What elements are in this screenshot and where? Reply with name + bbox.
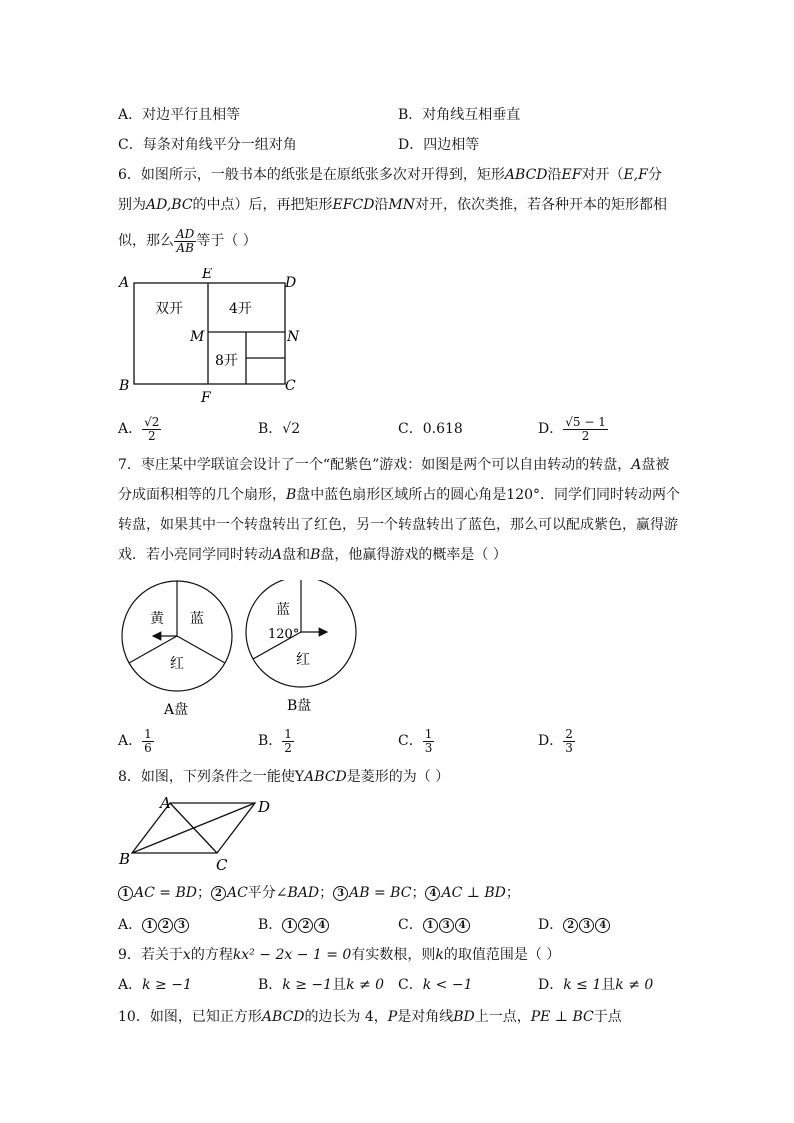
q10-line-1 [118, 1008, 622, 1026]
text: 的方程 [190, 947, 233, 963]
circled-number: 2 [298, 918, 313, 933]
q9-option-c [398, 976, 472, 994]
disk-b-red-label: 红 [296, 652, 310, 668]
q7-line-3 [118, 516, 678, 534]
text: 等于（ ） [196, 233, 257, 249]
text: ．同学们同时转动两个 [540, 487, 681, 503]
text: 上一点， [474, 1009, 531, 1025]
q9-option-a [118, 976, 192, 994]
q7-option-c [398, 726, 434, 756]
fraction [282, 728, 294, 755]
math-var: E,F [623, 167, 648, 183]
q5-option-a [118, 106, 240, 124]
option-letter: B． [258, 733, 283, 749]
circled-number: 2 [158, 918, 173, 933]
circled-number: 4 [595, 918, 610, 933]
label-bakai: 8开 [215, 353, 238, 369]
condition-3: AB = BC [349, 885, 412, 901]
label-f: F [201, 390, 211, 406]
option-value: √2 [282, 421, 301, 437]
circled-number-3: 3 [333, 886, 348, 901]
label-a: A [119, 275, 130, 291]
option-letter: C． [398, 977, 423, 993]
q5-option-b [398, 106, 520, 124]
q8-option-b [258, 916, 330, 934]
text: 是对角线 [397, 1009, 454, 1025]
label-b: B [119, 378, 130, 394]
math-var: AC [226, 885, 248, 901]
label-c: C [216, 856, 228, 874]
q7-line-1 [118, 456, 669, 474]
math-var: PE ⊥ BC [530, 1009, 594, 1025]
fraction [563, 416, 608, 443]
q6-option-c [398, 420, 463, 438]
label-c: C [285, 378, 296, 394]
fraction-ad-ab [174, 228, 196, 255]
math-var: EF [561, 167, 582, 183]
circled-number: 3 [439, 918, 454, 933]
fraction [563, 728, 575, 755]
circled-number: 1 [423, 918, 438, 933]
option-letter: D． [538, 917, 564, 933]
numerator: 1 [144, 726, 152, 741]
disk-a-caption: A盘 [164, 702, 189, 718]
q8-option-c [398, 916, 471, 934]
option-value: k ≠ 0 [615, 977, 654, 993]
text: 戏．若小亮同学同时转动 [118, 547, 272, 563]
text: 似，那么 [118, 233, 174, 249]
text: 别为 [118, 197, 146, 213]
text: 盘和 [282, 547, 311, 563]
q9-option-b [258, 976, 384, 994]
q9-line-1 [118, 946, 560, 964]
q7-option-b [258, 726, 294, 756]
option-letter: B． [258, 421, 283, 437]
option-text: 每条对角线平分一组对角 [142, 137, 297, 153]
option-letter: C． [118, 137, 143, 153]
circled-number: 4 [314, 918, 329, 933]
option-letter: A． [118, 421, 143, 437]
label-a: A [160, 794, 171, 812]
parallelogram-symbol: Y [294, 769, 305, 785]
numerator: 1 [284, 726, 292, 741]
option-letter: C． [398, 733, 423, 749]
text: 的中点）后，再把矩形 [192, 197, 333, 213]
text: 8．如图，下列条件之一能使 [118, 769, 295, 785]
q8-conditions [118, 884, 520, 902]
text: 平分 [247, 885, 276, 901]
q7-spinner-figure [115, 580, 375, 720]
disk-b-caption: B盘 [287, 698, 312, 714]
q6-line-1 [118, 166, 662, 184]
label-shuangkai: 双开 [155, 301, 183, 317]
option-letter: A． [118, 733, 143, 749]
q6-line-3 [118, 226, 257, 256]
q7-option-a [118, 726, 154, 756]
text: 转盘，如果其中一个转盘转出了红色，另一个转盘转出了蓝色，那么可以配成紫色，赢得游 [118, 517, 678, 533]
circled-number: 3 [174, 918, 189, 933]
denominator: 2 [147, 428, 156, 443]
fraction [142, 728, 154, 755]
math-var: A [631, 457, 642, 473]
condition-4: AC ⊥ BD [441, 885, 506, 901]
math-var: EFCD [332, 197, 375, 213]
text: 7．枣庄某中学联谊会设计了一个“配紫色”游戏：如图是两个可以自由转动的转盘， [118, 457, 632, 473]
math-var: B [310, 547, 321, 563]
text: 沿 [547, 167, 562, 183]
text: 盘，他赢得游戏的概率是（ ） [320, 547, 507, 563]
q9-option-d [538, 976, 653, 994]
option-letter: C． [398, 917, 423, 933]
denominator: 6 [144, 740, 152, 755]
math-var: BD [453, 1009, 475, 1025]
q5-option-c [118, 136, 297, 154]
separator: ； [411, 885, 426, 901]
denominator: 2 [581, 428, 590, 443]
text: 分 [647, 167, 662, 183]
q6-option-a [118, 414, 161, 444]
text: 分成面积相等的几个扇形， [118, 487, 286, 503]
circled-number: 2 [563, 918, 578, 933]
circled-number: 1 [142, 918, 157, 933]
disk-b [246, 580, 356, 714]
separator: ； [196, 885, 211, 901]
text: 6．如图所示，一般书本的纸张是在原纸张多次对开得到，矩形 [118, 167, 505, 183]
math-var: ABCD [504, 167, 548, 183]
circled-number: 3 [579, 918, 594, 933]
rect-abcd [134, 283, 285, 384]
option-value: k ≥ −1 [282, 977, 333, 993]
option-text: 四边相等 [423, 137, 480, 153]
circled-number: 1 [282, 918, 297, 933]
math-var: ABCD [304, 769, 347, 785]
disk-b-angle-label: 120° [268, 627, 300, 642]
text: 有实数根，则 [351, 947, 436, 963]
denominator: 3 [424, 740, 433, 755]
q6-option-d [538, 414, 608, 444]
q6-line-2 [118, 196, 667, 214]
q6-option-b [258, 420, 300, 438]
numerator: √5 − 1 [565, 414, 606, 429]
math-var: A [272, 547, 283, 563]
equation: kx² − 2x − 1 = 0 [232, 947, 352, 963]
label-e: E [202, 268, 213, 282]
label-sikai: 4开 [229, 301, 252, 317]
numerator: AD [176, 226, 195, 241]
text: 9．若关于 [118, 947, 183, 963]
disk-a-yellow-label: 黄 [150, 611, 164, 627]
option-text: 对角线互相垂直 [422, 107, 521, 123]
option-value: 0.618 [422, 421, 463, 437]
circled-number-2: 2 [211, 886, 226, 901]
math-var: B [286, 487, 297, 503]
text: 沿 [374, 197, 389, 213]
q7-line-2 [118, 486, 680, 504]
disk-a [122, 581, 232, 718]
circled-number-4: 4 [425, 886, 440, 901]
option-letter: B． [258, 977, 283, 993]
circled-number-1: 1 [118, 886, 133, 901]
q7-line-4 [118, 546, 507, 564]
label-d: D [285, 275, 297, 291]
math-var: MN [388, 197, 416, 213]
disk-b-blue-label: 蓝 [276, 602, 290, 618]
disk-a-blue-label: 蓝 [190, 611, 204, 627]
math-var: AD,BC [146, 197, 193, 213]
text: 且 [332, 977, 347, 993]
q8-line-1 [118, 768, 449, 786]
text: 对开（ [581, 167, 624, 183]
option-value: k ≥ −1 [142, 977, 192, 993]
option-letter: B． [258, 917, 283, 933]
option-value: k < −1 [422, 977, 473, 993]
numerator: √2 [144, 414, 160, 429]
fraction [142, 416, 161, 443]
q6-rectangle-figure [110, 268, 310, 408]
disk-a-divider-3 [177, 636, 225, 663]
option-letter: D． [398, 137, 424, 153]
option-letter: A． [118, 107, 143, 123]
q8-parallelogram-figure [115, 792, 285, 874]
option-letter: C． [398, 421, 423, 437]
angle-value: 120° [506, 487, 541, 503]
condition-1: AC = BD [134, 885, 197, 901]
circled-number: 4 [455, 918, 470, 933]
option-value: k ≠ 0 [346, 977, 385, 993]
option-letter: D． [538, 977, 564, 993]
option-text: 对边平行且相等 [142, 107, 241, 123]
fraction [423, 728, 435, 755]
text: 是菱形的为（ ） [346, 769, 450, 785]
separator: ； [319, 885, 334, 901]
label-n: N [287, 329, 300, 345]
math-var: P [387, 1009, 398, 1025]
option-value: k ≤ 1 [563, 977, 602, 993]
text: 的边长为 4， [304, 1009, 388, 1025]
text: 且 [601, 977, 616, 993]
denominator: 3 [565, 740, 573, 755]
option-letter: D． [538, 421, 564, 437]
math-var: k [435, 947, 444, 963]
q5-option-d [398, 136, 479, 154]
option-letter: B． [398, 107, 423, 123]
label-d: D [258, 798, 271, 816]
math-var: ABCD [261, 1009, 305, 1025]
option-letter: A． [118, 917, 143, 933]
text: 盘中蓝色扇形区域所占的圆心角是 [296, 487, 507, 503]
text: 于点 [593, 1009, 622, 1025]
q7-option-d [538, 726, 575, 756]
option-letter: D． [538, 733, 564, 749]
denominator: AB [176, 240, 194, 255]
text: 的取值范围是（ ） [443, 947, 561, 963]
option-letter: A． [118, 977, 143, 993]
q8-option-d [538, 916, 611, 934]
label-b: B [119, 850, 131, 868]
label-m: M [190, 329, 205, 345]
q8-option-a [118, 916, 190, 934]
disk-a-red-label: 红 [170, 656, 184, 672]
text: 盘被 [641, 457, 670, 473]
separator: ； [505, 885, 520, 901]
math-var: x [182, 947, 191, 963]
numerator: 2 [565, 726, 573, 741]
math-var: ∠BAD [275, 885, 320, 901]
numerator: 1 [424, 726, 433, 741]
denominator: 2 [284, 740, 292, 755]
text: 对开，依次类推，若各种开本的矩形都相 [415, 197, 668, 213]
text: 10．如图，已知正方形 [118, 1009, 262, 1025]
